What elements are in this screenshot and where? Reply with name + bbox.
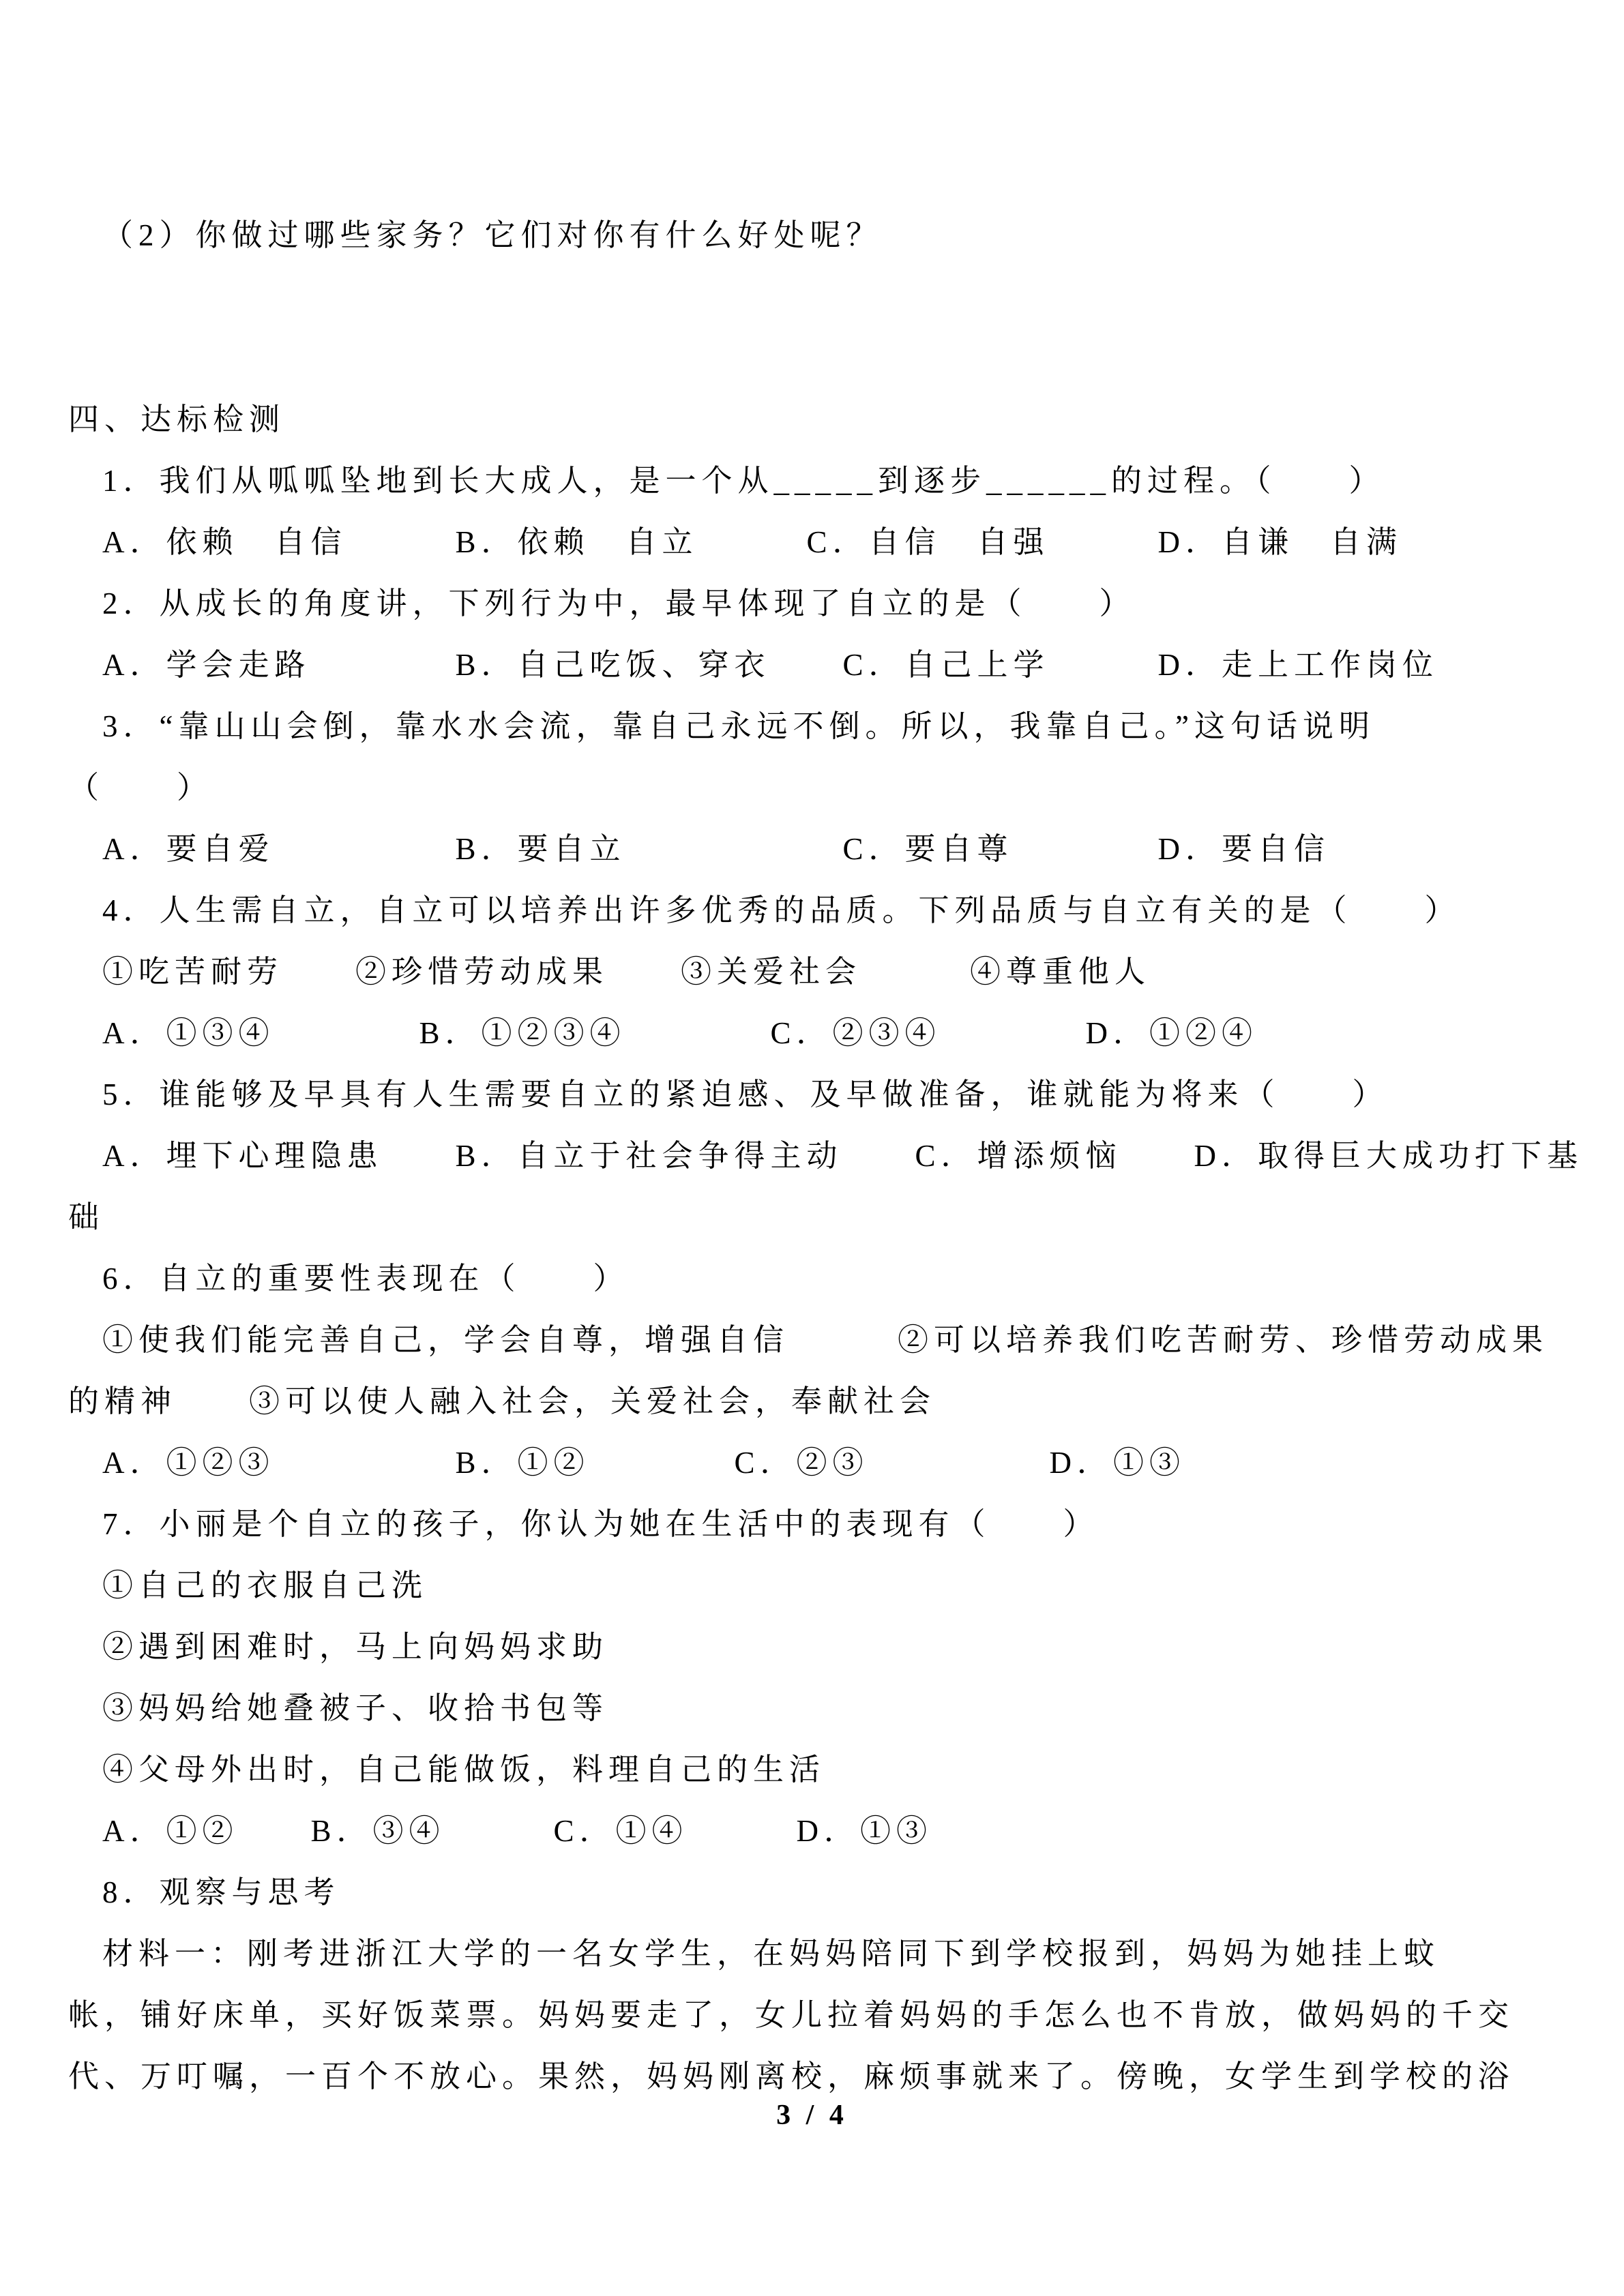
q4-items: ①吃苦耐劳 ②珍惜劳动成果 ③关爱社会 ④尊重他人 (102, 955, 1151, 989)
q7-item-3: ③妈妈给她叠被子、收拾书包等 (102, 1691, 609, 1725)
section-4-heading: 四、达标检测 (68, 402, 286, 436)
q3-options: A．要自爱 B．要自立 C．要自尊 D．要自信 (102, 832, 1331, 866)
q7-stem: 7．小丽是个自立的孩子，你认为她在生活中的表现有（ ） (102, 1507, 1099, 1541)
document-body (68, 205, 1584, 2107)
page-number: 3 / 4 (776, 2100, 848, 2131)
q5-options-continuation: 础 (68, 1200, 105, 1234)
q1-stem: 1．我们从呱呱坠地到长大成人，是一个从_____到逐步______的过程。（ ） (102, 464, 1385, 498)
q3-stem-continuation: （ ） (68, 771, 213, 805)
q4-options: A．①③④ B．①②③④ C．②③④ D．①②④ (102, 1016, 1258, 1050)
q6-stem: 6．自立的重要性表现在（ ） (102, 1262, 630, 1296)
q8-heading: 8．观察与思考 (102, 1875, 340, 1909)
q8-material-1-continuation-2: 代、万叮嘱，一百个不放心。果然，妈妈刚离校，麻烦事就来了。傍晚，女学生到学校的浴 (68, 2059, 1515, 2093)
subquestion-2-prompt: （2）你做过哪些家务？它们对你有什么好处呢？ (102, 218, 883, 252)
q4-stem: 4．人生需自立，自立可以培养出许多优秀的品质。下列品质与自立有关的是（ ） (102, 893, 1461, 927)
q6-items-continuation: 的精神 ③可以使人融入社会，关爱社会，奉献社会 (68, 1384, 936, 1418)
q8-material-1-continuation-1: 帐，铺好床单，买好饭菜票。妈妈要走了，女儿拉着妈妈的手怎么也不肯放，做妈妈的千交 (68, 1998, 1515, 2032)
q6-items: ①使我们能完善自己，学会自尊，增强自信 ②可以培养我们吃苦耐劳、珍惜劳动成果 (102, 1323, 1549, 1357)
q7-item-4: ④父母外出时，自己能做饭，料理自己的生活 (102, 1753, 826, 1787)
q3-stem: 3．“靠山山会倒，靠水水会流，靠自己永远不倒。所以，我靠自己。”这句话说明 (102, 709, 1375, 743)
q8-material-1: 材料一：刚考进浙江大学的一名女学生，在妈妈陪同下到学校报到，妈妈为她挂上蚊 (102, 1937, 1441, 1971)
q2-options: A．学会走路 B．自己吃饭、穿衣 C．自己上学 D．走上工作岗位 (102, 648, 1439, 682)
q1-options: A．依赖 自信 B．依赖 自立 C．自信 自强 D．自谦 自满 (102, 525, 1403, 559)
q7-options: A．①② B．③④ C．①④ D．①③ (102, 1814, 933, 1848)
q7-item-1: ①自己的衣服自己洗 (102, 1568, 428, 1602)
q5-options: A．埋下心理隐患 B．自立于社会争得主动 C．增添烦恼 D．取得巨大成功打下基 (102, 1139, 1584, 1173)
q7-item-2: ②遇到困难时，马上向妈妈求助 (102, 1630, 609, 1664)
q2-stem: 2．从成长的角度讲，下列行为中，最早体现了自立的是（ ） (102, 586, 1136, 621)
q6-options: A．①②③ B．①② C．②③ D．①③ (102, 1446, 1186, 1480)
q5-stem: 5．谁能够及早具有人生需要自立的紧迫感、及早做准备，谁就能为将来（ ） (102, 1077, 1389, 1112)
